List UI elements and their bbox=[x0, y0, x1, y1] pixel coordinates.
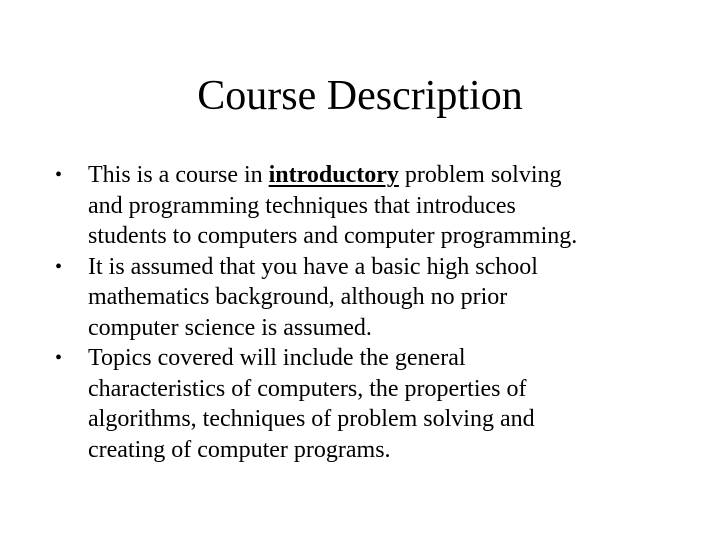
bullet-icon: • bbox=[55, 347, 63, 369]
text-segment: problem solving bbox=[398, 162, 562, 188]
bullet-line: computer science is assumed. bbox=[88, 314, 372, 341]
bullet-line: students to computers and computer programming. bbox=[88, 223, 578, 249]
bullet-line: It is assumed that you have a basic high school bbox=[88, 253, 538, 280]
bullet-item-course-intro bbox=[55, 160, 695, 252]
bullet-icon: • bbox=[55, 164, 63, 186]
bullet-line: creating of computer programs. bbox=[88, 436, 391, 463]
bullet-item-topics bbox=[55, 343, 695, 465]
bullet-list bbox=[55, 160, 695, 465]
bullet-line bbox=[88, 160, 695, 191]
bullet-line: Topics covered will include the general bbox=[88, 345, 466, 371]
bullet-line: mathematics background, although no prior bbox=[88, 284, 508, 310]
text-segment: This is a course in bbox=[88, 162, 269, 188]
emphasized-word: introductory bbox=[268, 162, 399, 188]
bullet-line: and programming techniques that introduces bbox=[88, 192, 516, 219]
bullet-item-prerequisites bbox=[55, 252, 695, 344]
slide-title: Course Description bbox=[197, 73, 523, 119]
bullet-line: algorithms, techniques of problem solving and bbox=[88, 406, 535, 432]
bullet-icon: • bbox=[55, 255, 63, 278]
bullet-line: characteristics of computers, the properties of bbox=[88, 375, 527, 402]
